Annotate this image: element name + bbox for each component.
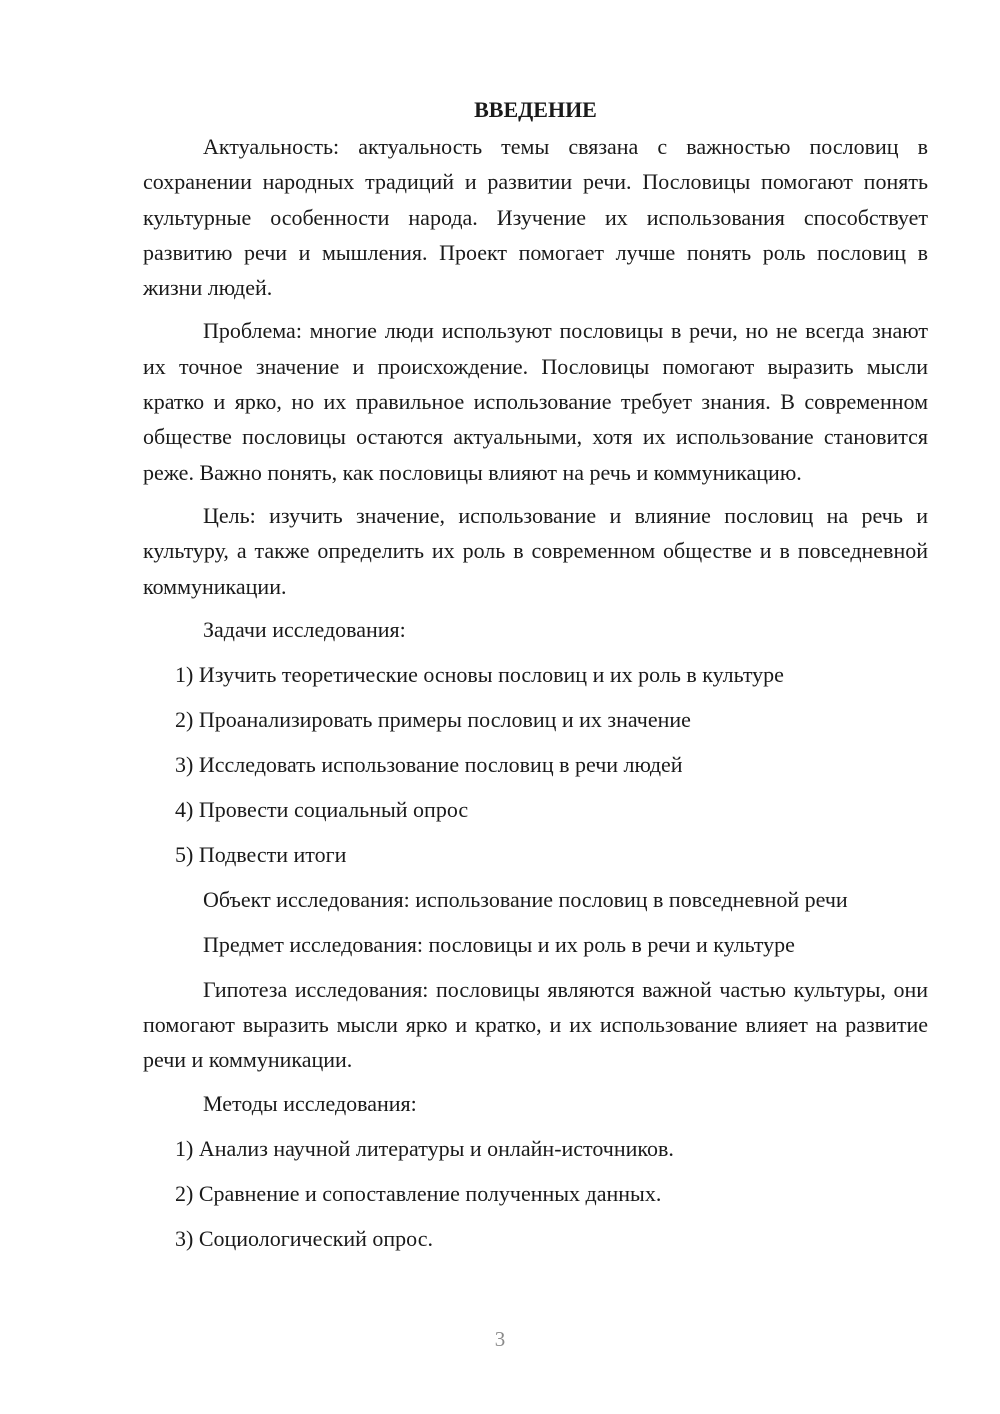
research-subject: Предмет исследования: пословицы и их роль в речи и культуре	[203, 931, 795, 957]
goal-paragraph: Цель: изучить значение, использование и влияние пословиц на речь и культуру, а также определить их роль в современном обществе и в повседневной коммуникации.	[143, 502, 928, 599]
research-object: Объект исследования: использование пословиц в повседневной речи	[203, 886, 848, 912]
page-number: 3	[494, 1327, 506, 1351]
problem-paragraph: Проблема: многие люди используют пословицы в речи, но не всегда знают их точное значение и происхождение. Пословицы помогают выразить мысли кратко и ярко, но их правильное использование требует знания. В современном обществе пословицы остаются актуальными, хотя их использование становится реже. Важно понять, как пословицы влияют на речь и коммуникацию.	[143, 318, 928, 485]
task-item: 4) Провести социальный опрос	[175, 796, 469, 822]
task-item: 3) Исследовать использование пословиц в речи людей	[175, 751, 683, 777]
method-item: 3) Социологический опрос.	[175, 1225, 433, 1251]
relevance-paragraph: Актуальность: актуальность темы связана с важностью пословиц в сохранении народных традиций и развитии речи. Пословицы помогают понять культурные особенности народа. Изучение их использования способствует развитию речи и мышления. Проект помогает лучше понять роль пословиц в жизни людей.	[143, 134, 928, 301]
tasks-heading: Задачи исследования:	[203, 616, 406, 642]
document-page	[143, 95, 928, 1266]
method-item: 2) Сравнение и сопоставление полученных данных.	[175, 1180, 662, 1206]
hypothesis-paragraph: Гипотеза исследования: пословицы являются важной частью культуры, они помогают выразить мысли ярко и кратко, и их использование влияет на развитие речи и коммуникации.	[143, 976, 928, 1073]
task-item: 1) Изучить теоретические основы пословиц и их роль в культуре	[175, 661, 784, 687]
task-item: 2) Проанализировать примеры пословиц и их значение	[175, 706, 691, 732]
page-title: ВВЕДЕНИЕ	[474, 97, 597, 122]
method-item: 1) Анализ научной литературы и онлайн-источников.	[175, 1135, 674, 1161]
task-item: 5) Подвести итоги	[175, 841, 347, 867]
methods-heading: Методы исследования:	[203, 1090, 417, 1116]
